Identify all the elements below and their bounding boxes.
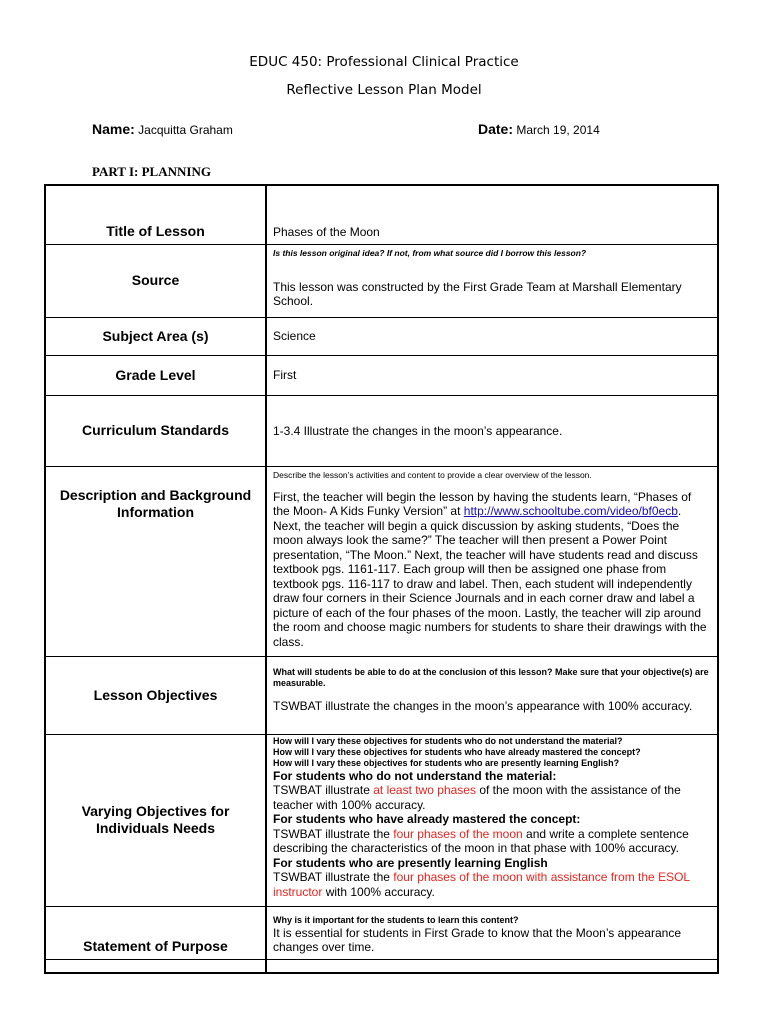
varying-p1-start: TSWBAT illustrate (273, 783, 374, 797)
source-cell (266, 244, 718, 317)
objectives-cell (266, 656, 718, 734)
row-purpose (45, 906, 718, 959)
date-label: Date: (478, 121, 514, 137)
description-text (273, 490, 709, 650)
subject-value: Science (266, 317, 718, 355)
row-title (45, 185, 718, 244)
varying-label: Varying Objectives for Individuals Needs (45, 734, 266, 906)
source-value: This lesson was constructed by the First Grade Team at Marshall Elementary School. (273, 279, 682, 308)
row-description (45, 466, 718, 656)
date-field (478, 121, 600, 137)
row-objectives (45, 656, 718, 734)
grade-value: First (266, 355, 718, 395)
objectives-value: TSWBAT illustrate the changes in the moon’s appearance with 100% accuracy. (273, 698, 693, 713)
varying-prompt-2: How will I vary these objectives for students who have already mastered the concept? (273, 746, 641, 757)
varying-cell (266, 734, 718, 906)
purpose-prompt: Why is it important for the students to learn this content? (273, 914, 519, 925)
varying-paragraph-1 (273, 783, 709, 812)
description-prompt: Describe the lesson’s activities and content to provide a clear overview of the lesson. (273, 469, 592, 480)
row-subject (45, 317, 718, 355)
lesson-plan-table (44, 184, 719, 974)
description-text-end: . Next, the teacher will begin a quick discussion by asking students, “Does the moon always look the same?” The teacher will then present a Power Point presentation, “The Moon.” Next, the teacher will have students read and discuss textbook pgs. 1161-117. Each group will then be assigned one phase from textbook pgs. 116-117 to draw and label. Then, each student will independently draw four corners in their Science Journals and in each corner draw and label a picture of each of the four phases of the moon. Lastly, the teacher will zip around the room and choose magic numbers for students to share their drawings with the class. (273, 504, 707, 649)
varying-p3-start: TSWBAT illustrate the (273, 870, 394, 884)
description-label: Description and Background Information (45, 466, 266, 656)
purpose-label: Statement of Purpose (45, 906, 266, 959)
empty-value-cell (266, 959, 718, 973)
varying-p1-highlight: at least two phases (373, 783, 476, 797)
source-label: Source (45, 244, 266, 317)
empty-label-cell (45, 959, 266, 973)
varying-prompt-3: How will I vary these objectives for students who are presently learning English? (273, 757, 620, 768)
document-title: Reflective Lesson Plan Model (286, 82, 482, 98)
name-value: Jacquitta Graham (138, 123, 233, 137)
varying-p2-highlight: four phases of the moon (393, 826, 523, 841)
subject-label: Subject Area (s) (45, 317, 266, 355)
objectives-prompt: What will students be able to do at the conclusion of this lesson? Make sure that your objective(s) are measurable. (273, 666, 709, 688)
source-prompt: Is this lesson original idea? If not, from what source did I borrow this lesson? (273, 247, 587, 258)
course-title: EDUC 450: Professional Clinical Practice (249, 54, 519, 70)
purpose-value: It is essential for students in First Grade to know that the Moon’s appearance changes over time. (273, 925, 681, 954)
varying-prompt-1: How will I vary these objectives for students who do not understand the material? (273, 735, 623, 746)
varying-heading-2: For students who have already mastered the concept: (273, 812, 581, 826)
varying-p3-highlight: four phases of the moon with assistance from the ESOL instructor (273, 870, 690, 899)
varying-heading-1: For students who do not understand the material: (273, 768, 557, 783)
description-cell (266, 466, 718, 656)
standards-value: 1-3.4 Illustrate the changes in the moon’s appearance. (266, 395, 718, 466)
varying-p2-end: and write a complete sentence describing the characteristics of the moon in that phase with 100% accuracy. (273, 826, 689, 855)
row-varying (45, 734, 718, 906)
varying-paragraph-3 (273, 870, 709, 899)
varying-heading-3: For students who are presently learning English (273, 855, 548, 870)
standards-label: Curriculum Standards (45, 395, 266, 466)
objectives-label: Lesson Objectives (45, 656, 266, 734)
video-link[interactable]: http://www.schooltube.com/video/bf0ecb (463, 504, 678, 518)
row-empty (45, 959, 718, 973)
description-text-start: First, the teacher will begin the lesson by having the students learn, “Phases of the Moon- A Kids Funky Version” at (273, 489, 692, 518)
varying-p1-end: of the moon with the assistance of the teacher with 100% accuracy. (273, 783, 681, 812)
row-source (45, 244, 718, 317)
purpose-cell (266, 906, 718, 959)
part-title: PART I: PLANNING (92, 164, 211, 179)
date-value: March 19, 2014 (516, 123, 600, 137)
varying-paragraph-2 (273, 827, 709, 856)
row-grade (45, 355, 718, 395)
grade-label: Grade Level (45, 355, 266, 395)
name-field (92, 121, 233, 137)
varying-p2-start: TSWBAT illustrate the (273, 826, 394, 841)
name-label: Name: (92, 121, 135, 137)
varying-p3-end: with 100% accuracy. (322, 884, 435, 899)
title-value: Phases of the Moon (266, 185, 718, 244)
title-label: Title of Lesson (45, 185, 266, 244)
row-standards (45, 395, 718, 466)
